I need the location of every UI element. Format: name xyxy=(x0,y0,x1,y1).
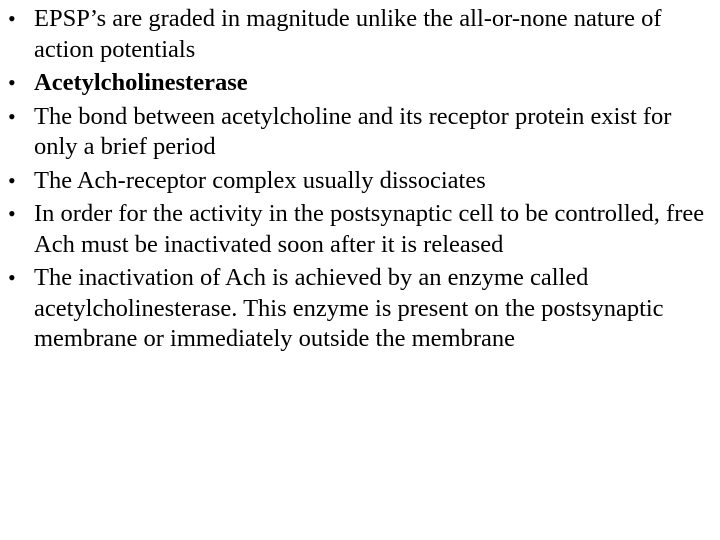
bullet-text: Acetylcholinesterase xyxy=(34,69,248,96)
bullet-icon: • xyxy=(8,6,16,31)
bullet-text: The inactivation of Ach is achieved by an enzyme called acetylcholinesterase. This enzyme is present on the postsynaptic membrane or immediately outside the membrane xyxy=(34,264,664,352)
bullet-icon: • xyxy=(8,70,16,95)
bullet-icon: • xyxy=(8,201,16,226)
bullet-icon: • xyxy=(8,167,16,193)
bullet-text: In order for the activity in the postsynaptic cell to be controlled, free Ach must be inactivated soon after it is released xyxy=(34,200,705,258)
bullet-text: The Ach-receptor complex usually dissociates xyxy=(34,166,486,194)
bullet-item-complex xyxy=(6,166,714,197)
bullet-item-inactivation-need xyxy=(6,199,714,260)
bullet-item-acetylcholinesterase xyxy=(6,68,714,99)
bullet-icon: • xyxy=(8,265,16,290)
bullet-text: EPSP’s are graded in magnitude unlike the all-or-none nature of action potentials xyxy=(34,5,662,63)
bullet-text: The bond between acetylcholine and its receptor protein exist for only a brief period xyxy=(34,102,672,160)
bullet-list xyxy=(6,4,714,358)
bullet-item-enzyme xyxy=(6,263,714,355)
bullet-item-bond xyxy=(6,102,714,163)
bullet-item-epsp xyxy=(6,4,714,65)
bullet-icon: • xyxy=(8,103,16,129)
